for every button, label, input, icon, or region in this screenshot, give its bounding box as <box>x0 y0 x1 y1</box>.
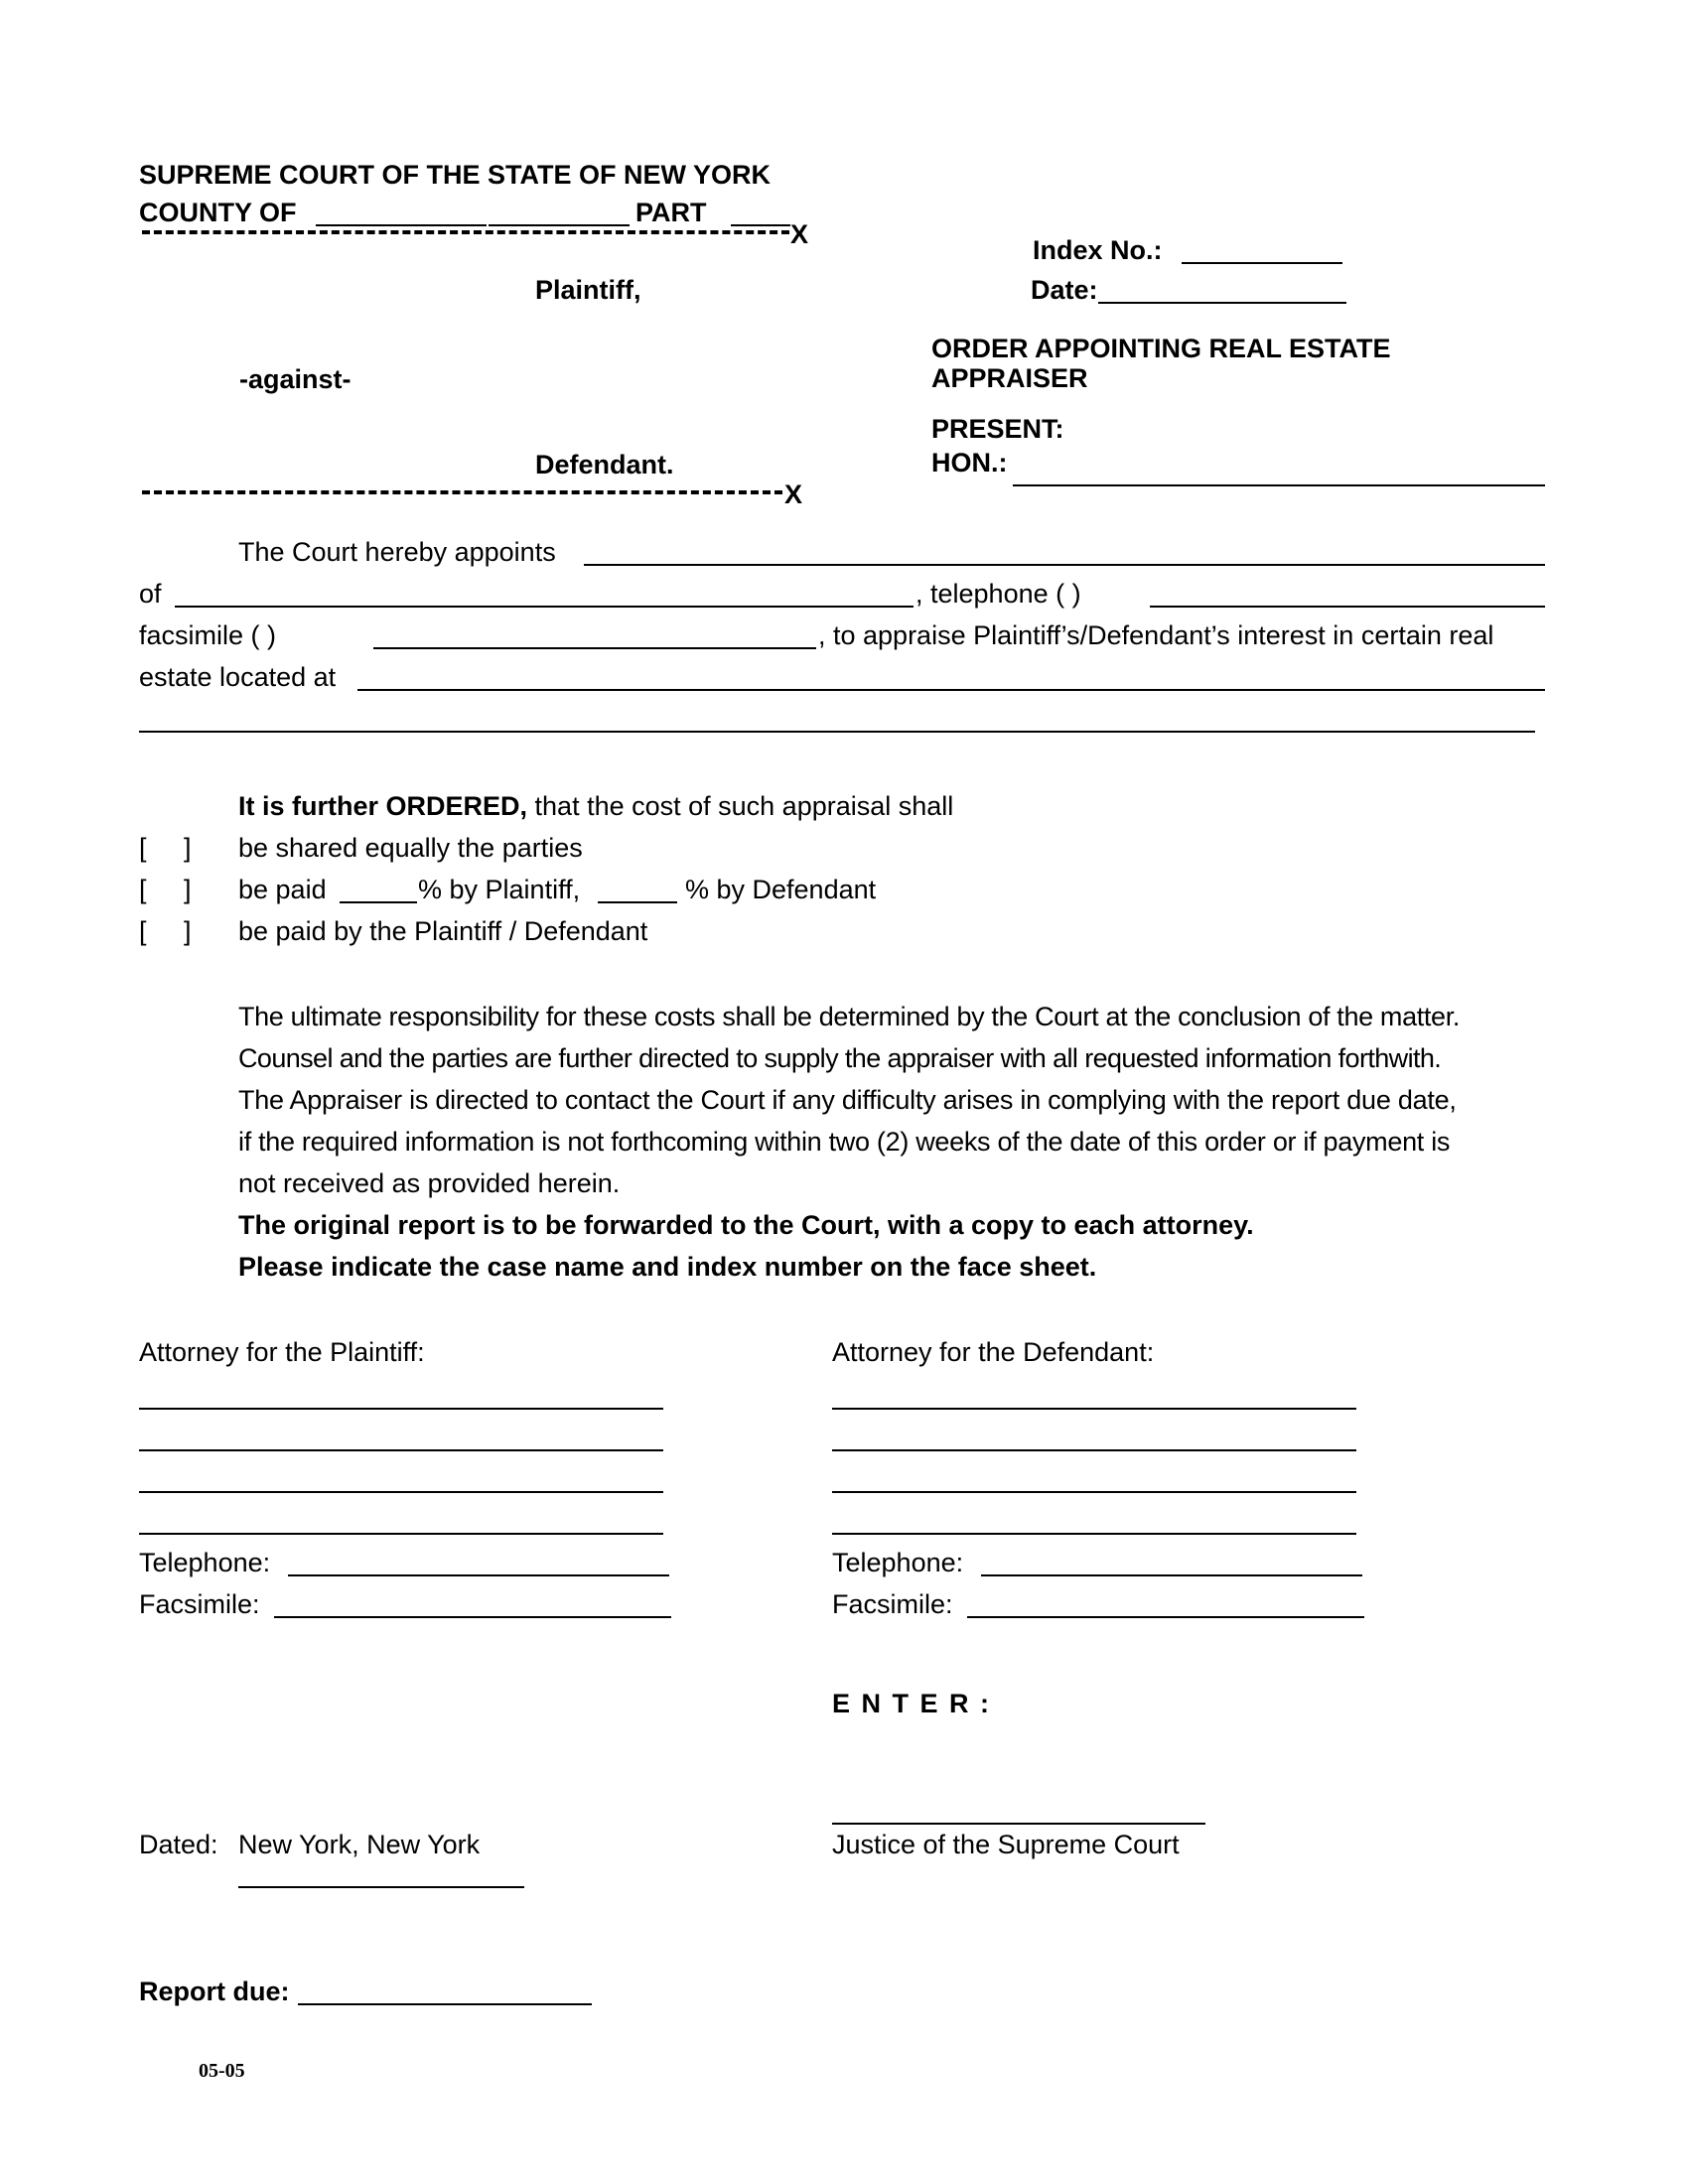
county-field[interactable] <box>316 224 487 226</box>
dated-label: Dated: <box>139 1830 218 1859</box>
date-field[interactable] <box>1098 302 1346 304</box>
x-mark-top: X <box>790 219 809 249</box>
ordered-rest: that the cost of such appraisal shall <box>527 791 954 821</box>
present-label: PRESENT: <box>931 414 1064 444</box>
appoint-intro: The Court hereby appoints <box>238 537 556 567</box>
document-title <box>931 334 1391 393</box>
property-location-field[interactable] <box>357 689 1545 691</box>
defendant-facsimile-field[interactable] <box>967 1616 1364 1618</box>
report-due-field[interactable] <box>298 2003 592 2005</box>
title-line-1: ORDER APPOINTING REAL ESTATE <box>931 334 1391 363</box>
body-line-1: The ultimate responsibility for these costs shall be determined by the Court at the conclusion of the matter. <box>238 1002 1461 1031</box>
dated-field[interactable] <box>238 1886 524 1888</box>
defendant-telephone-field[interactable] <box>981 1574 1362 1576</box>
against-label: -against- <box>239 364 352 394</box>
checkbox-paid-by[interactable]: [ ] <box>139 916 192 946</box>
caption-divider-bottom <box>142 490 782 494</box>
appraise-text: , to appraise Plaintiff’s/Defendant’s interest in certain real <box>818 620 1494 650</box>
date-label: Date: <box>1031 275 1098 305</box>
index-label: Index No.: <box>1033 235 1163 265</box>
plaintiff-facsimile-label: Facsimile: <box>139 1589 260 1619</box>
property-location-field-2[interactable] <box>139 731 1535 733</box>
attorney-plaintiff-line-3[interactable] <box>139 1491 663 1493</box>
plaintiff-percent-field[interactable] <box>340 901 417 903</box>
appraiser-telephone-field[interactable] <box>1150 606 1545 608</box>
appraiser-address-field[interactable] <box>175 606 914 608</box>
body-line-4: if the required information is not forthcoming within two (2) weeks of the date of this order or if payment is <box>238 1127 1451 1157</box>
facsimile-label: facsimile ( ) <box>139 620 277 650</box>
judge-name-field[interactable] <box>1013 484 1545 486</box>
attorney-plaintiff-line-2[interactable] <box>139 1449 663 1451</box>
caption-divider-top <box>142 230 789 234</box>
attorney-plaintiff-label: Attorney for the Plaintiff: <box>139 1337 425 1367</box>
option-paid-by: be paid by the Plaintiff / Defendant <box>238 916 648 946</box>
plaintiff-label: Plaintiff, <box>535 275 641 305</box>
defendant-percent-field[interactable] <box>598 901 677 903</box>
plaintiff-telephone-field[interactable] <box>288 1574 669 1576</box>
attorney-defendant-label: Attorney for the Defendant: <box>832 1337 1155 1367</box>
appraiser-name-field[interactable] <box>584 564 1545 566</box>
body-line-5: not received as provided herein. <box>238 1168 621 1198</box>
court-name: SUPREME COURT OF THE STATE OF NEW YORK <box>139 160 772 190</box>
title-line-2: APPRAISER <box>931 363 1088 393</box>
estate-label: estate located at <box>139 662 337 692</box>
body-line-2: Counsel and the parties are further directed to supply the appraiser with all requested information forthwith. <box>238 1043 1442 1073</box>
checkbox-percentage[interactable]: [ ] <box>139 875 192 904</box>
attorney-plaintiff-line-1[interactable] <box>139 1408 663 1410</box>
option-percentage-a: be paid <box>238 875 327 904</box>
defendant-label: Defendant. <box>535 450 674 479</box>
attorney-defendant-line-3[interactable] <box>832 1491 1356 1493</box>
ordered-bold: It is further ORDERED, <box>238 791 528 821</box>
option-percentage-b: % by Plaintiff, <box>418 875 581 904</box>
ordered-text <box>238 790 953 822</box>
part-label: PART <box>635 198 707 227</box>
county-label: COUNTY OF <box>139 198 297 227</box>
justice-signature-field[interactable] <box>832 1823 1205 1825</box>
body-line-3: The Appraiser is directed to contact the Court if any difficulty arises in complying with the report due date, <box>238 1085 1457 1115</box>
underline <box>489 224 630 226</box>
attorney-defendant-line-1[interactable] <box>832 1408 1356 1410</box>
attorney-plaintiff-line-4[interactable] <box>139 1533 663 1535</box>
checkbox-shared-equally[interactable]: [ ] <box>139 833 192 863</box>
enter-label: E N T E R : <box>832 1689 992 1718</box>
part-field[interactable] <box>731 224 790 226</box>
hon-label: HON.: <box>931 448 1008 478</box>
body-bold-2: Please indicate the case name and index number on the face sheet. <box>238 1252 1097 1282</box>
plaintiff-facsimile-field[interactable] <box>274 1616 671 1618</box>
telephone-label: , telephone ( ) <box>915 579 1081 609</box>
x-mark-bottom: X <box>784 479 803 509</box>
option-percentage-c: % by Defendant <box>685 875 877 904</box>
defendant-telephone-label: Telephone: <box>832 1548 964 1577</box>
option-shared-equally: be shared equally the parties <box>238 833 583 863</box>
defendant-facsimile-label: Facsimile: <box>832 1589 953 1619</box>
report-due-label: Report due: <box>139 1977 290 2006</box>
index-field[interactable] <box>1182 262 1342 264</box>
plaintiff-telephone-label: Telephone: <box>139 1548 271 1577</box>
body-bold-1: The original report is to be forwarded to the Court, with a copy to each attorney. <box>238 1210 1254 1240</box>
form-number: 05-05 <box>199 2060 245 2082</box>
of-label: of <box>139 579 162 609</box>
dated-place: New York, New York <box>238 1830 481 1859</box>
appraiser-facsimile-field[interactable] <box>373 647 816 649</box>
attorney-defendant-line-4[interactable] <box>832 1533 1356 1535</box>
attorney-defendant-line-2[interactable] <box>832 1449 1356 1451</box>
justice-label: Justice of the Supreme Court <box>832 1830 1180 1859</box>
